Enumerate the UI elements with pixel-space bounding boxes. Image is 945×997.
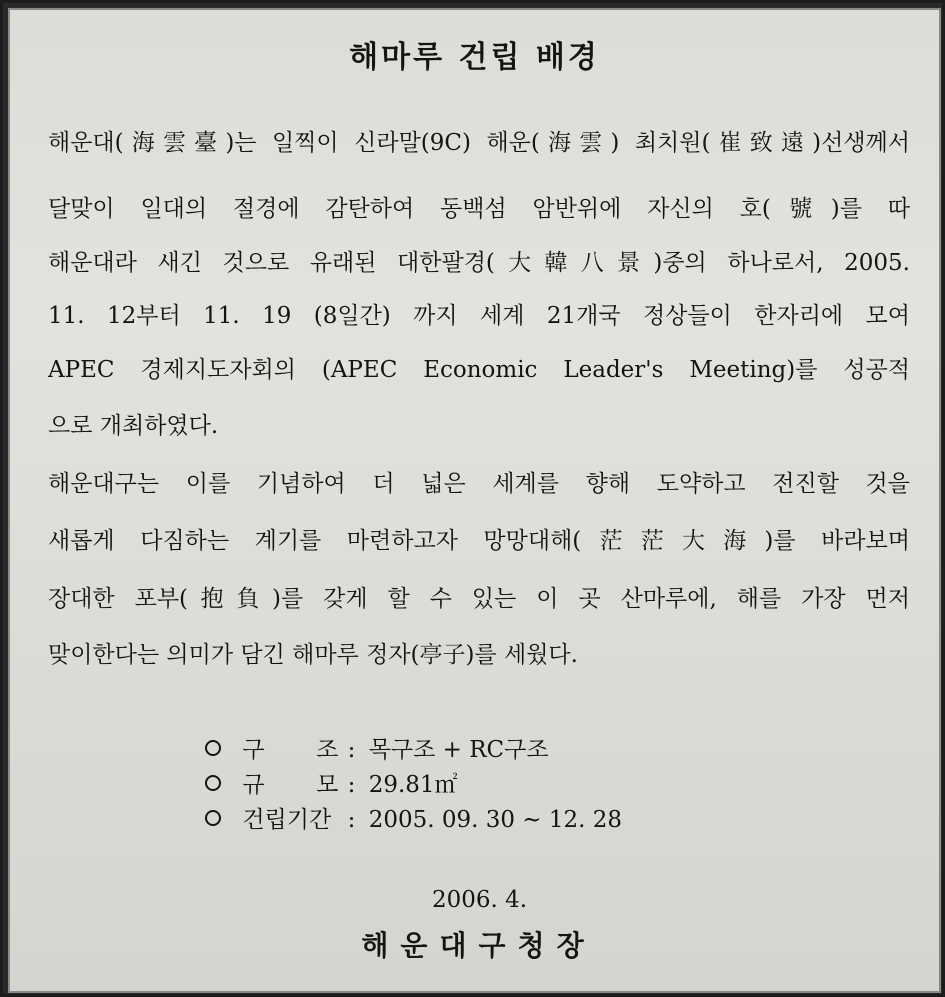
paragraph-line: 11. 12부터 11. 19 (8일간) 까지 세계 21개국 정상들이 한자리에 모여 [48, 303, 910, 329]
paragraph-line: 달맞이 일대의 절경에 감탄하여 동백섬 암반위에 자신의 호(號)를 따 [48, 196, 910, 222]
paragraph-line: 으로 개최하였다. [48, 413, 219, 439]
spec-value: 2005. 09. 30 ~ 12. 28 [368, 806, 623, 833]
spec-list [205, 732, 622, 837]
spec-separator: : [347, 771, 356, 798]
spec-label: 구 조 [242, 736, 339, 763]
spec-row-structure [205, 732, 622, 767]
spec-value: 목구조 + RC구조 [368, 736, 549, 763]
paragraph-line: 해운대라 새긴 것으로 유래된 대한팔경(大韓八景)중의 하나로서, 2005. [48, 250, 910, 276]
paragraph-line: APEC 경제지도자회의 (APEC Economic Leader's Meeting)를 성공적 [48, 357, 910, 383]
circle-bullet-icon [205, 810, 221, 826]
plaque [8, 8, 941, 993]
paragraph-line: 맞이한다는 의미가 담긴 해마루 정자(亭子)를 세웠다. [48, 642, 578, 668]
spec-separator: : [347, 806, 356, 833]
plaque-title: 해마루 건립 배경 [349, 40, 600, 75]
spec-separator: : [347, 736, 356, 763]
circle-bullet-icon [205, 775, 221, 791]
plaque-author: 해운대구청장 [361, 929, 596, 962]
spec-label: 건립기간 [242, 806, 332, 833]
paragraph-line: 해운대(海雲臺)는 일찍이 신라말(9C) 해운(海雲) 최치원(崔致遠)선생께서 [48, 130, 910, 156]
plaque-date: 2006. 4. [431, 887, 528, 913]
paragraph-line: 장대한 포부(抱負)를 갖게 할 수 있는 이 곳 산마루에, 해를 가장 먼저 [48, 586, 910, 612]
circle-bullet-icon [205, 740, 221, 756]
paragraph-line: 해운대구는 이를 기념하여 더 넓은 세계를 향해 도약하고 전진할 것을 [48, 471, 910, 497]
spec-row-scale [205, 767, 622, 802]
spec-label: 규 모 [242, 771, 339, 798]
spec-row-period [205, 802, 622, 837]
spec-value: 29.81㎡ [368, 771, 458, 798]
paragraph-line: 새롭게 다짐하는 계기를 마련하고자 망망대해(茫茫大海)를 바라보며 [48, 528, 910, 554]
